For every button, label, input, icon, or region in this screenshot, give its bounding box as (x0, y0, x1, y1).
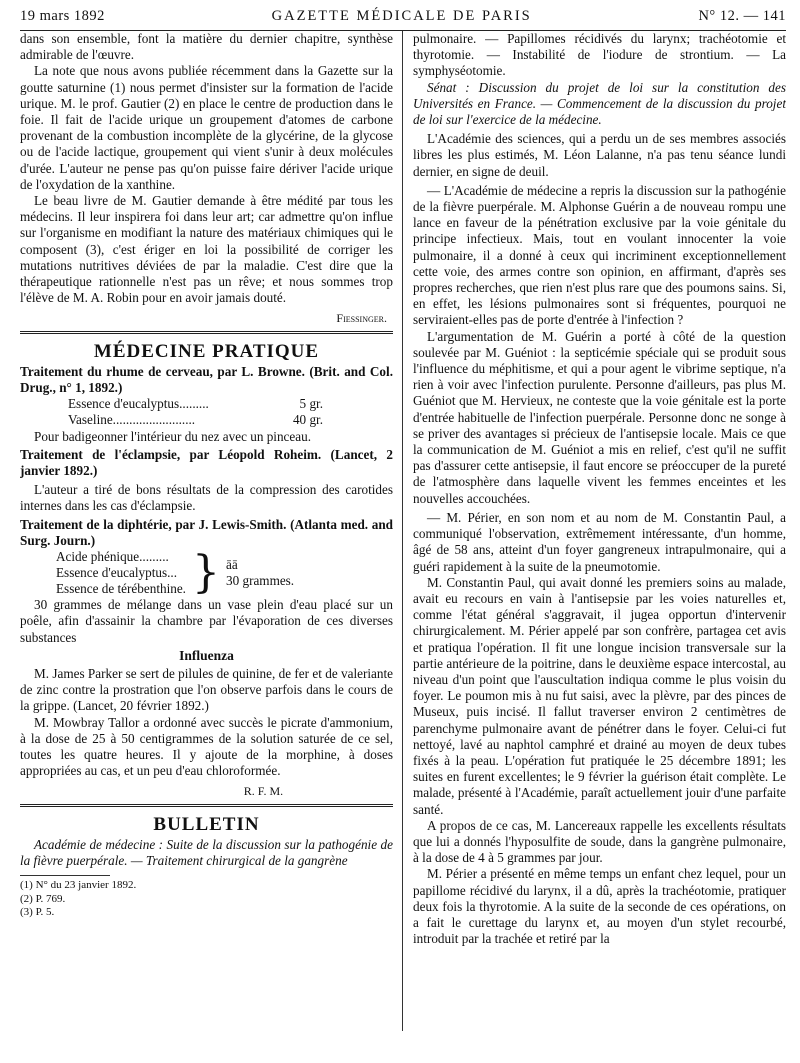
section-divider (20, 331, 393, 338)
ingredient-group (20, 549, 393, 597)
paragraph: pulmonaire. — Papillomes récidivés du larynx; trachéotomie et thyrotomie. — Instabilité de l'iodure de strontium. — La symphyséotomie. (413, 31, 786, 79)
paragraph: Académie de médecine : Suite de la discussion sur la pathogénie de la fièvre puerpérale. — Traitement chirurgical de la gangrène (20, 836, 393, 868)
recipe-title: Traitement de l'éclampsie, par Léopold Roheim. (Lancet, 2 janvier 1892.) (20, 446, 393, 479)
right-column (403, 31, 786, 1031)
section-title: MÉDECINE PRATIQUE (93, 340, 320, 362)
left-column (20, 31, 403, 1031)
paragraph: — L'Académie de médecine a repris la discussion sur la pathogénie de la fièvre puerpérale. M. Alphonse Guérin a de nouveau rompu une lance en faveur de la pénétration exclusive par la voie génitale du principe infectieux. Mais, tout en voulant innocenter la voie pulmonaire, il a donné à ceux qui incriminent exceptionnellement cette voie, des armes contre son opinion, en affirmant, d'après ses propres recherches, que rien n'est plus rare que des poumons sains. Si, en effet, les lésions pulmonaires sont si fréquentes, pourquoi ne serviraient-elles pas de porte d'entrée à l'infection ? (413, 182, 786, 328)
paragraph: — M. Périer, en son nom et au nom de M. Constantin Paul, a communiqué l'observation, extrêmement intéressante, d'un homme, âgé de 58 ans, atteint d'un foyer gangreneux intrapulmonaire, qui a guéri rapidement à la suite de la pneumotomie. (413, 509, 786, 574)
paragraph: L'auteur a tiré de bons résultats de la compression des carotides internes dans les cas d'éclampsie. (20, 482, 393, 514)
paragraph: Sénat : Discussion du projet de loi sur la constitution des Universités en France. — Commencement de la discussion du projet de loi sur l'exercice de la médecine. (413, 79, 786, 128)
ingredient-dose: 30 grammes. (225, 573, 295, 589)
ingredient-dose: 5 gr. (299, 396, 323, 412)
subsection-title: Influenza (179, 647, 234, 663)
header-title: GAZETTE MÉDICALE DE PARIS (271, 8, 532, 24)
signature: Fiessinger. (336, 311, 387, 326)
header-date: 19 mars 1892 (20, 8, 105, 24)
paragraph: A propos de ce cas, M. Lancereaux rappelle les excellents résultats que lui a donnés l'hyposulfite de soude, dans la gangrène pulmonaire, à la dose de 4 à 5 grammes par jour. (413, 817, 786, 866)
ingredient-name: Essence d'eucalyptus... (56, 565, 178, 581)
recipe-title: Traitement de la diphtérie, par J. Lewis-Smith. (Atlanta med. and Surg. Journ.) (20, 516, 393, 548)
section-title: BULLETIN (153, 813, 260, 835)
paragraph: L'Académie des sciences, qui a perdu un de ses membres associés libres les plus estimés, M. Léon Lalanne, n'a pas tenu séance lundi dernier, en signe de deuil. (413, 131, 786, 179)
ingredient-name: Vaseline......................... (68, 412, 196, 428)
ingredient-dose: 40 gr. (292, 412, 323, 428)
ingredient-row (20, 396, 393, 412)
brace-glyph: } (191, 547, 220, 599)
page-header (20, 8, 786, 31)
paragraph: Pour badigeonner l'intérieur du nez avec un pinceau. (34, 428, 312, 444)
signature: R. F. M. (243, 784, 284, 799)
footnotes (20, 875, 137, 920)
columns (20, 31, 786, 1031)
paragraph: M. Périer a présenté en même temps un enfant chez lequel, pour un papillome récidivé du larynx, il a dû, après la trachéotomie, pratiquer deux fois la thyrotomie. A la suite de la seconde de ces opérations, on a fait le curettage du larynx et, au moyen d'un stylet recourbé, introduit par la trachée et retiré par la (413, 866, 786, 947)
ingredient-dose: āā (225, 557, 238, 573)
paragraph: dans son ensemble, font la matière du dernier chapitre, synthèse admirable de l'œuvre. (20, 31, 393, 63)
paragraph: M. James Parker se sert de pilules de quinine, de fer et de valeriante de zinc contre la prostration que l'on observe parfois dans le cours de la grippe. (Lancet, 20 février 1892.) (20, 665, 393, 714)
ingredient-row (20, 412, 393, 428)
paragraph: 30 grammes de mélange dans un vase plein d'eau placé sur un poêle, afin d'assainir la chambre par l'évaporation de ces diverses substances (20, 597, 393, 645)
footnote: (1) N° du 23 janvier 1892. (20, 879, 137, 892)
footnote: (2) P. 769. (20, 892, 66, 905)
paragraph: M. Constantin Paul, qui avait donné les premiers soins au malade, avait eu recours en vain à l'antisepsie par les voies naturelles et, comme l'état général s'aggravait, il jugea opportun d'intervenir chirurgicalement. M. Périer appelé par son confrère, partagea cet avis et pratiqua l'opération. Il fit une longue incision transversale sur la partie antérieure de la poitrine, dans le deuxième espace intercostal, au niveau d'un point que l'auscultation indiqua comme le plus voisin du foyer. Le poumon mis à nu fut saisi, avec la plèvre, par des pinces de Museux, puis incisé. Il fallut traverser environ 2 centimètres de parenchyme pulmonaire avant de pénétrer dans le foyer. Celui-ci fut nettoyé, lavé au naphtol camphré et drainé au moyen de deux tubes fixés à la peau. L'opération fut pratiquée le 25 décembre 1891; les suites en furent excellentes; le 9 février la guérison était complète. Le malade, présenté à l'Académie, paraît actuellement jouir d'une parfaite santé. (413, 574, 786, 817)
ingredient-name: Acide phénique......... (56, 549, 169, 565)
ingredient-name: Essence d'eucalyptus......... (68, 396, 209, 412)
ingredient-name: Essence de térébenthine. (56, 581, 186, 597)
paragraph: La note que nous avons publiée récemment dans la Gazette sur la goutte saturnine (1) nous permet d'insister sur la formation de l'acide urique. M. le prof. Gautier (2) en place le centre de production dans le foie. Il fait de l'acide urique un groupement d'atomes de carbone provenant de la combustion incomplète de la glycérine, de la glycose ou de l'acide lactique, groupement qui vient s'unir à deux molécules d'urée. L'auteur ne pense pas qu'on puisse faire dériver l'acide urique de l'oxydation de la xanthine. (20, 63, 393, 192)
recipe-title: Traitement du rhume de cerveau, par L. Browne. (Brit. and Col. Drug., n° 1, 1892.) (20, 363, 393, 396)
section-divider (20, 804, 393, 811)
paragraph: Le beau livre de M. Gautier demande à être médité par tous les médecins. Il leur inspirera foi dans leur art; car admettre qu'on influe sur l'organisme en modifiant la nature des matériaux chimiques qui le composent (3), c'est ériger en loi la possibilité de corriger les mutations nutritives déviées de par la maladie. C'est dire que la thérapeutique rationnelle n'est pas un rêve; et nous sommes trop l'élève de M. A. Robin pour en avoir jamais douté. (20, 193, 393, 306)
footnote: (3) P. 5. (20, 906, 55, 919)
header-issue: N° 12. — 141 (698, 8, 786, 24)
paragraph: M. Mowbray Tallor a ordonné avec succès le picrate d'ammonium, à la dose de 25 à 50 centigrammes de la solution saturée de ce sel, toutes les quatre heures. Il y ajoute de la morphine, à doses appropriées au cas, et un peu d'eau chloroformée. (20, 714, 393, 779)
paragraph: L'argumentation de M. Guérin a porté à côté de la question soulevée par M. Guéniot : la septicémie spéciale qui se produit sous l'influence du méphitisme, et qui a pour agent le vibrime septique, n'a rien à voir avec l'infection purulente. Personne d'ailleurs, pas plus M. Guéniot que M. Hervieux, ne conteste que la voie génitale est la porte d'entrée habituelle de l'infection puerpérale. Personne donc ne songe à se priver des avantages si précieux de l'antisepsie locale. Mais ce que la communication de M. Guéniot a mis en relief, c'est qu'il ne suffit pas d'assurer cette antisepsie, il faut encore se préoccuper de la pureté de l'atmosphère dans laquelle vivent les femmes enceintes et les nouvelles accouchées. (413, 328, 786, 506)
